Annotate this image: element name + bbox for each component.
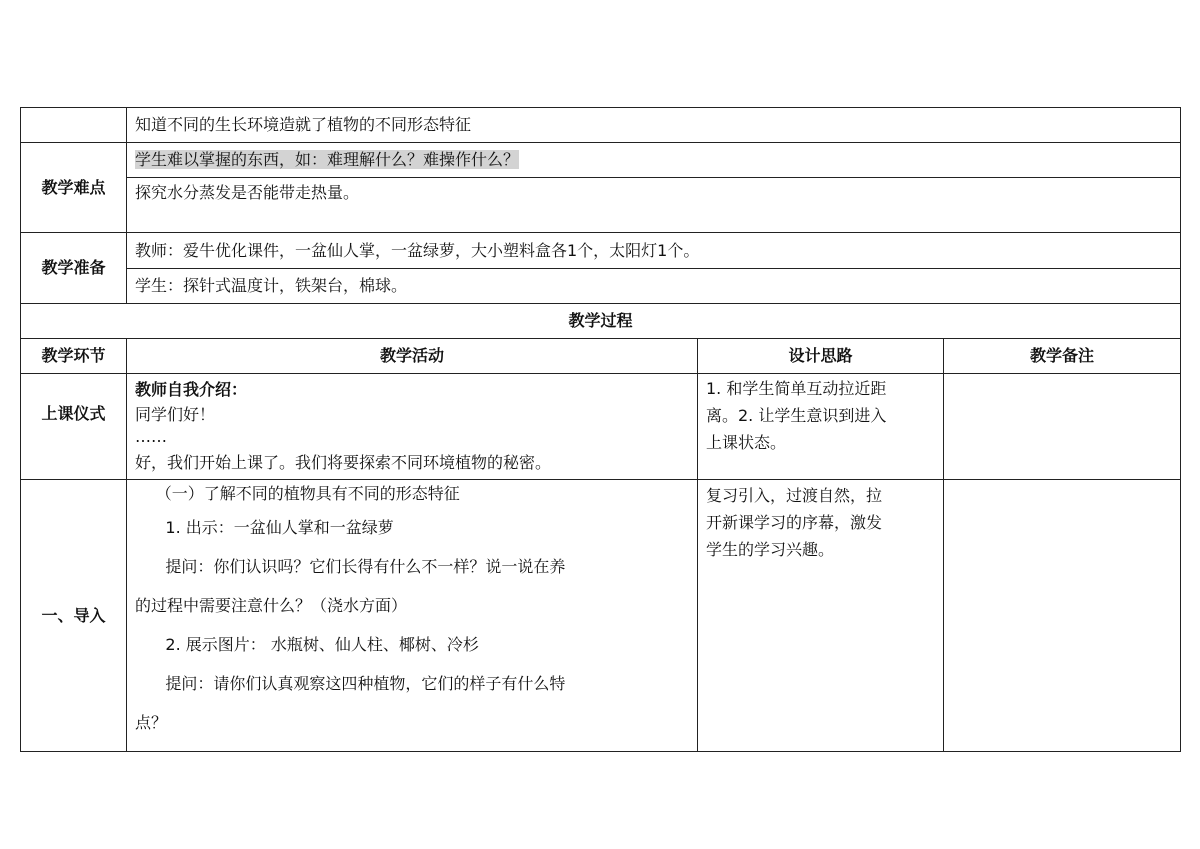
ceremony-design-line-1: 1. 和学生简单互动拉近距 [706,379,887,398]
intro-line-4: 的过程中需要注意什么？（浇水方面） [135,596,408,615]
header-activity: 教学活动 [127,339,698,374]
difficulty-hint: 学生难以掌握的东西，如：难理解什么？难操作什么？ [135,150,520,169]
preparation-student: 学生：探针式温度计，铁架台，棉球。 [127,269,1181,304]
objective-row [21,108,1181,143]
intro-line-1: （一）了解不同的植物具有不同的形态特征 [155,484,460,503]
intro-stage: 一、导入 [21,480,127,752]
header-stage: 教学环节 [21,339,127,374]
header-design: 设计思路 [698,339,944,374]
difficulty-hint-row [21,143,1181,178]
objective-text: 知道不同的生长环境造就了植物的不同形态特征 [127,108,1181,143]
intro-note [944,480,1181,752]
ceremony-row [21,374,1181,480]
difficulty-text: 探究水分蒸发是否能带走热量。 [127,178,1181,233]
lesson-plan-table [20,107,1181,752]
process-title-row [21,304,1181,339]
intro-line-3: 提问：你们认识吗？它们长得有什么不一样？说一说在养 [165,557,566,576]
preparation-student-row [21,269,1181,304]
ceremony-line-2: 同学们好！ [135,404,216,424]
ceremony-line-1: 教师自我介绍： [135,380,248,399]
process-header-row [21,339,1181,374]
ceremony-design-line-2: 离。2. 让学生意识到进入 [706,406,887,425]
preparation-teacher-row [21,233,1181,269]
ceremony-line-4: 好，我们开始上课了。我们将要探索不同环境植物的秘密。 [135,452,552,472]
intro-line-7: 点？ [135,713,168,732]
ceremony-design [698,374,944,480]
difficulty-hint-cell [127,143,1181,178]
ceremony-design-line-3: 上课状态。 [706,433,787,452]
ceremony-note [944,374,1181,480]
ceremony-line-3: …… [135,426,167,446]
intro-design-line-1: 复习引入，过渡自然，拉 [706,486,883,505]
header-note: 教学备注 [944,339,1181,374]
preparation-label: 教学准备 [21,233,127,304]
intro-design [698,480,944,752]
preparation-teacher: 教师：爱牛优化课件，一盆仙人掌，一盆绿萝，大小塑料盒各1个，太阳灯1个。 [127,233,1181,269]
intro-line-2: 1. 出示：一盆仙人掌和一盆绿萝 [165,518,394,537]
intro-row [21,480,1181,752]
process-title: 教学过程 [21,304,1181,339]
intro-design-line-3: 学生的学习兴趣。 [706,540,835,559]
difficulty-text-row [21,178,1181,233]
intro-line-5: 2. 展示图片： 水瓶树、仙人柱、椰树、冷杉 [165,635,479,654]
objective-label [21,108,127,143]
ceremony-stage: 上课仪式 [21,374,127,480]
intro-activity [127,480,698,752]
ceremony-activity [127,374,698,480]
intro-line-6: 提问：请你们认真观察这四种植物，它们的样子有什么特 [165,674,566,693]
intro-design-line-2: 开新课学习的序幕，激发 [706,513,883,532]
difficulty-label: 教学难点 [21,143,127,233]
